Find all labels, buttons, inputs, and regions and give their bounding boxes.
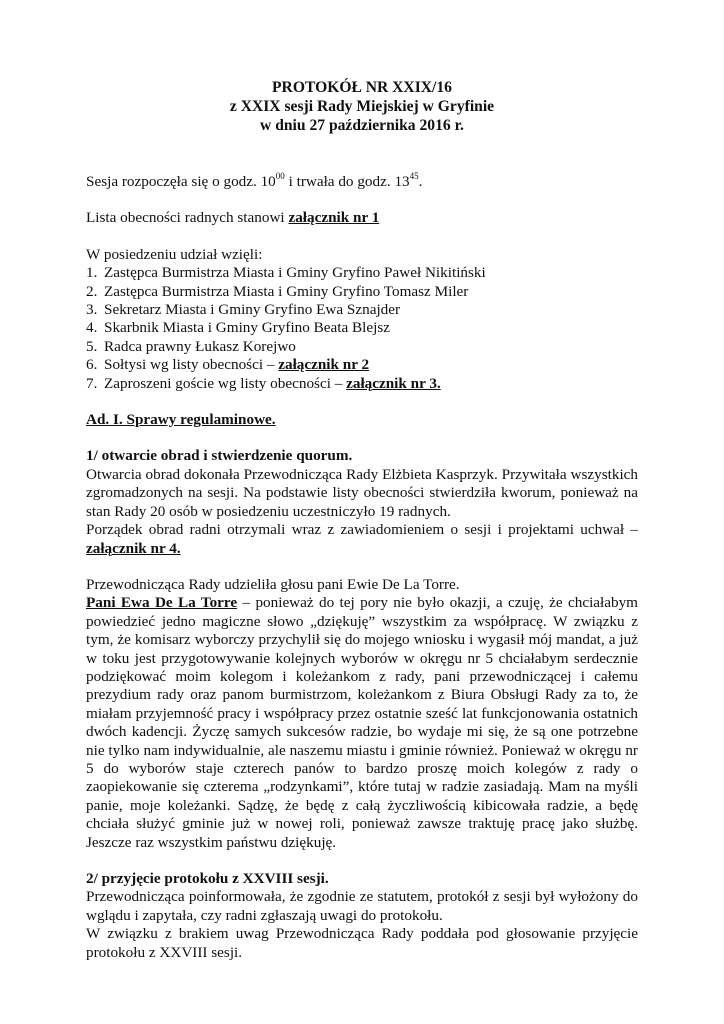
title-line-2: z XXIX sesji Rady Miejskiej w Gryfinie — [229, 98, 495, 115]
item-1-paragraph-1: Otwarcia obrad dokonała Przewodnicząca Rady Elżbieta Kasprzyk. Przywitała wszystkich zgromadzonych na sesji. Na podstawie listy obecności stwierdziła kworum, ponieważ na stan Rady 20 osób w posiedzeniu uczestniczyło 19 radnych. — [86, 465, 638, 520]
item-2-paragraph-2: W związku z brakiem uwag Przewodnicząca Rady poddała pod głosowanie przyjęcie protokołu z XXVIII sesji. — [86, 925, 638, 961]
item-2-paragraph-1: Przewodnicząca poinformowała, że zgodnie ze statutem, protokół z sesji był wyłożony do wglądu i zapytała, czy radni zgłaszają uwagi do protokołu. — [86, 888, 638, 924]
end-minutes: 45 — [409, 170, 419, 181]
attachment-2-ref: załącznik nr 2 — [278, 356, 370, 374]
speech-paragraph: Pani Ewa De La Torre – ponieważ do tej pory nie było okazji, a czuję, że chciałabym powiedzieć jedno magiczne słowo „dziękuję” wszystkim za współpracę. W związku z tym, że komisarz wyborczy przychylił się do mojego wniosku i wygasił mój mandat, a już w toku jest przygotowywanie kolejnych wyborów w okręgu nr 5 chciałabym serdecznie podziękować moim kolegom i koleżankom z rady, pani przewodniczącej i całemu prezydium rady oraz panom burmistrzom, koleżankom z Biura Obsługi Rady za to, że miałam przyjemność pracy i współpracy przez ostatnie sześć lat funkcjonowania ostatnich dwóch kadencji. Życzę samych sukcesów radzie, bo wydaje mi się, że są one potrzebne nie tylko nam indywidualnie, ale naszemu miastu i gminie również. Ponieważ w okręgu nr 5 do wyborów staje czterech panów to bardzo proszę moich kolegów z rady o zaopiekowanie się czterema „rodzynkami”, które tutaj w radzie zasiadają. Mam na myśli panie, moje koleżanki. Sądzę, że będę z całą życzliwością kibicowała radzie, a będę chciała służyć gminie już w nowej roli, ponieważ zawsze traktuję pracę jako służbę. Jeszcze raz wszystkim państwu dziękuję. — [86, 594, 638, 851]
speech-intro: Przewodnicząca Rady udzieliła głosu pani Ewie De La Torre. — [86, 575, 460, 593]
section-heading-ad-1: Ad. I. Sprawy regulaminowe. — [86, 411, 276, 429]
item-1-heading: 1/ otwarcie obrad i stwierdzenie quorum. — [86, 447, 353, 465]
list-item: 1. Zastępca Burmistrza Miasta i Gminy Gryfino Paweł Nikitiński — [86, 264, 486, 282]
title-line-3: w dniu 27 października 2016 r. — [260, 117, 464, 134]
attachment-3-ref: załącznik nr 3. — [346, 374, 441, 392]
attachment-4-ref: załącznik nr 4. — [86, 539, 181, 557]
session-time: Sesja rozpoczęła się o godz. $10^{00}$ i trwała do godz. $13^{45}$. — [86, 170, 423, 190]
document-page — [86, 78, 638, 962]
participants-list — [86, 264, 638, 393]
list-item: 3. Sekretarz Miasta i Gminy Gryfino Ewa Sznajder — [86, 301, 401, 319]
list-item: 2. Zastępca Burmistrza Miasta i Gminy Gryfino Tomasz Miler — [86, 282, 469, 300]
title-line-1: PROTOKÓŁ NR XXIX/16 — [272, 79, 452, 96]
speaker-name: Pani Ewa De La Torre — [86, 594, 238, 612]
participants-heading: W posiedzeniu udział wzięli: — [86, 245, 263, 263]
list-item: 7. Zaproszeni goście wg listy obecności – załącznik nr 3. — [86, 374, 441, 392]
list-item: 6. Sołtysi wg listy obecności – załącznik nr 2 — [86, 356, 370, 374]
list-item: 4. Skarbnik Miasta i Gminy Gryfino Beata Blejsz — [86, 319, 390, 337]
start-minutes: 00 — [275, 170, 285, 181]
list-item: 5. Radca prawny Łukasz Korejwo — [86, 337, 296, 355]
item-1-paragraph-2: Porządek obrad radni otrzymali wraz z zawiadomieniem o sesji i projektami uchwał – załącznik nr 4. — [86, 521, 638, 557]
attachment-1-ref: załącznik nr 1 — [288, 209, 380, 227]
attendance-line: Lista obecności radnych stanowi załącznik nr 1 — [86, 209, 380, 227]
document-title — [86, 78, 638, 135]
item-2-heading: 2/ przyjęcie protokołu z XXVIII sesji. — [86, 870, 329, 887]
